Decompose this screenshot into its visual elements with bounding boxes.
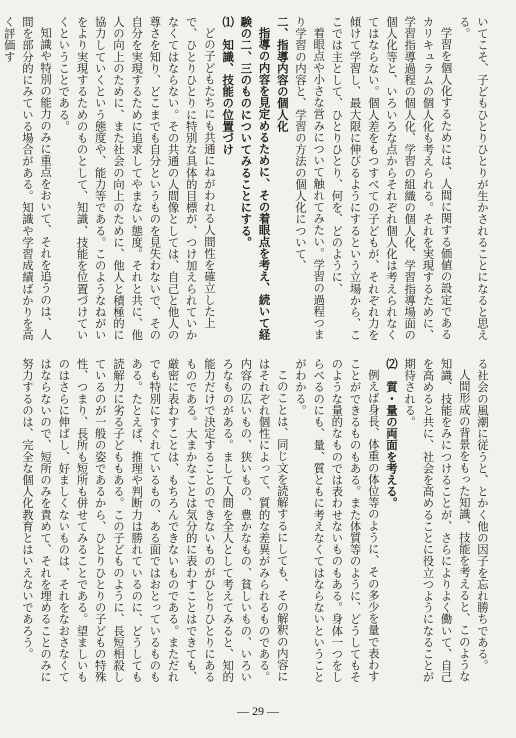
para-top-1: いてこそ、子どもひとりひとりが生かされることになると思える。	[457, 16, 490, 341]
para-top-5: どの子どもたちにも共通にねがわれる人間性を確立した上で、ひとりひとりに特別な具体的目標が、つけ加えられていかなくてはならない。その共通の人間像としては、自己と他人の尊さを知り、どこまでも自分というものを見失わないで、その自分を実現するために追求してやまない態度。それと共に、他人の向上のために、また社会の向上のために、他人と積極的に協力していくという態度や、能力等である。このようなねがいをより実現するためのものとして、知識、技能を位置づけていくということである。	[57, 16, 217, 341]
para-bottom-4: このことは、同じ文を読解するにしても、その解釈の内容にはそれぞれ個性によって、質的な差異がみられるものである。内容の広いもの、狭いもの、豊かなもの、貧しいもの、いろいろなものがある。まして人間を全人として考えてみると、知的能力だけで決定することのできないものがひとりひとりにあるものである。大まかなことは気分的に表わすことはできても、厳密に表わすことは、もちろんできないものである。まただれでも特別にすぐれているもの、ある面ではおとっているものもある。たとえば、推理や判断力は勝れているのに、どうしても読解力に劣る子どももある。この子どものように、長短相殺しているのが一般の姿であるから、ひとりひとりの子どもの特殊性、つまり、長所も短所も併せてみることである。望ましいものはさらに伸ばし、好ましくないものは、それをなおさなくてはならないので、短所のみを責めて、それを埋めることのみに努力するのは、完全な個人化教育とはいえないであろう。	[20, 358, 290, 683]
para-top-3: 着眼点や小さな営みについて触れてみたい。学習の過程つまり学習の内容と、学習の方法の個人化について、	[293, 16, 327, 341]
lower-text-block	[20, 358, 492, 690]
section-heading: 二、指導内容の個人化	[275, 16, 290, 132]
sub-heading-2: ⑵ 質・量の両面を考える。	[384, 358, 399, 509]
page-number: — 29 —	[237, 704, 279, 718]
para-top-6: 知識や特別の能力のみに重点をおいて、それを追うのは、人間を部分的にみている場合がある。知識や学習成績ばかりを高く評価す	[2, 16, 54, 341]
para-top-2: 学習を個人化するためには、人間に関する価値の設定であるカリキュラムの個人化も考えられる。それを実現するために、学習指導過程の個人化、学習の組織の個人化、学習指導場面の個人化等と、いろいろな点からそれぞれ個人化は考えられなくてはならない。個人差をもつすべての子どもが、それぞれ力を傾けて学習し、最大限に伸びるようにするという立場から、ここでは主として、ひとりひとり、何を、どのように、	[330, 16, 454, 341]
upper-text-block	[2, 16, 492, 351]
subsection-heading: ⑴ 知識、技能の位置づけ	[221, 16, 236, 156]
para-bottom-3: 例えば身長、体重の体位等のように、その多少を量で表わすことができるものもある。また体質等のように、どうしてもそのような量的なものでは表わせないものもある。身体一つをしらべるのにも、量、質ともに考えなくてはならないということがわかる。	[293, 358, 381, 683]
para-bottom-2: 人間形成の背景をもった知識、技能を考えると、このような知識、技能をみにつけることが、さらによりよく働いて、自己を高めると共に、社会を高めることに役立つようになることが期待される。	[403, 358, 472, 683]
para-top-4: 指導の内容を見定めるために、その着眼点を考え、続いて経験の二、三のものについてみることにする。	[239, 16, 272, 341]
para-bottom-1: る社会の風潮に従うと、とかく他の因子を忘れ勝ちである。	[476, 358, 490, 672]
